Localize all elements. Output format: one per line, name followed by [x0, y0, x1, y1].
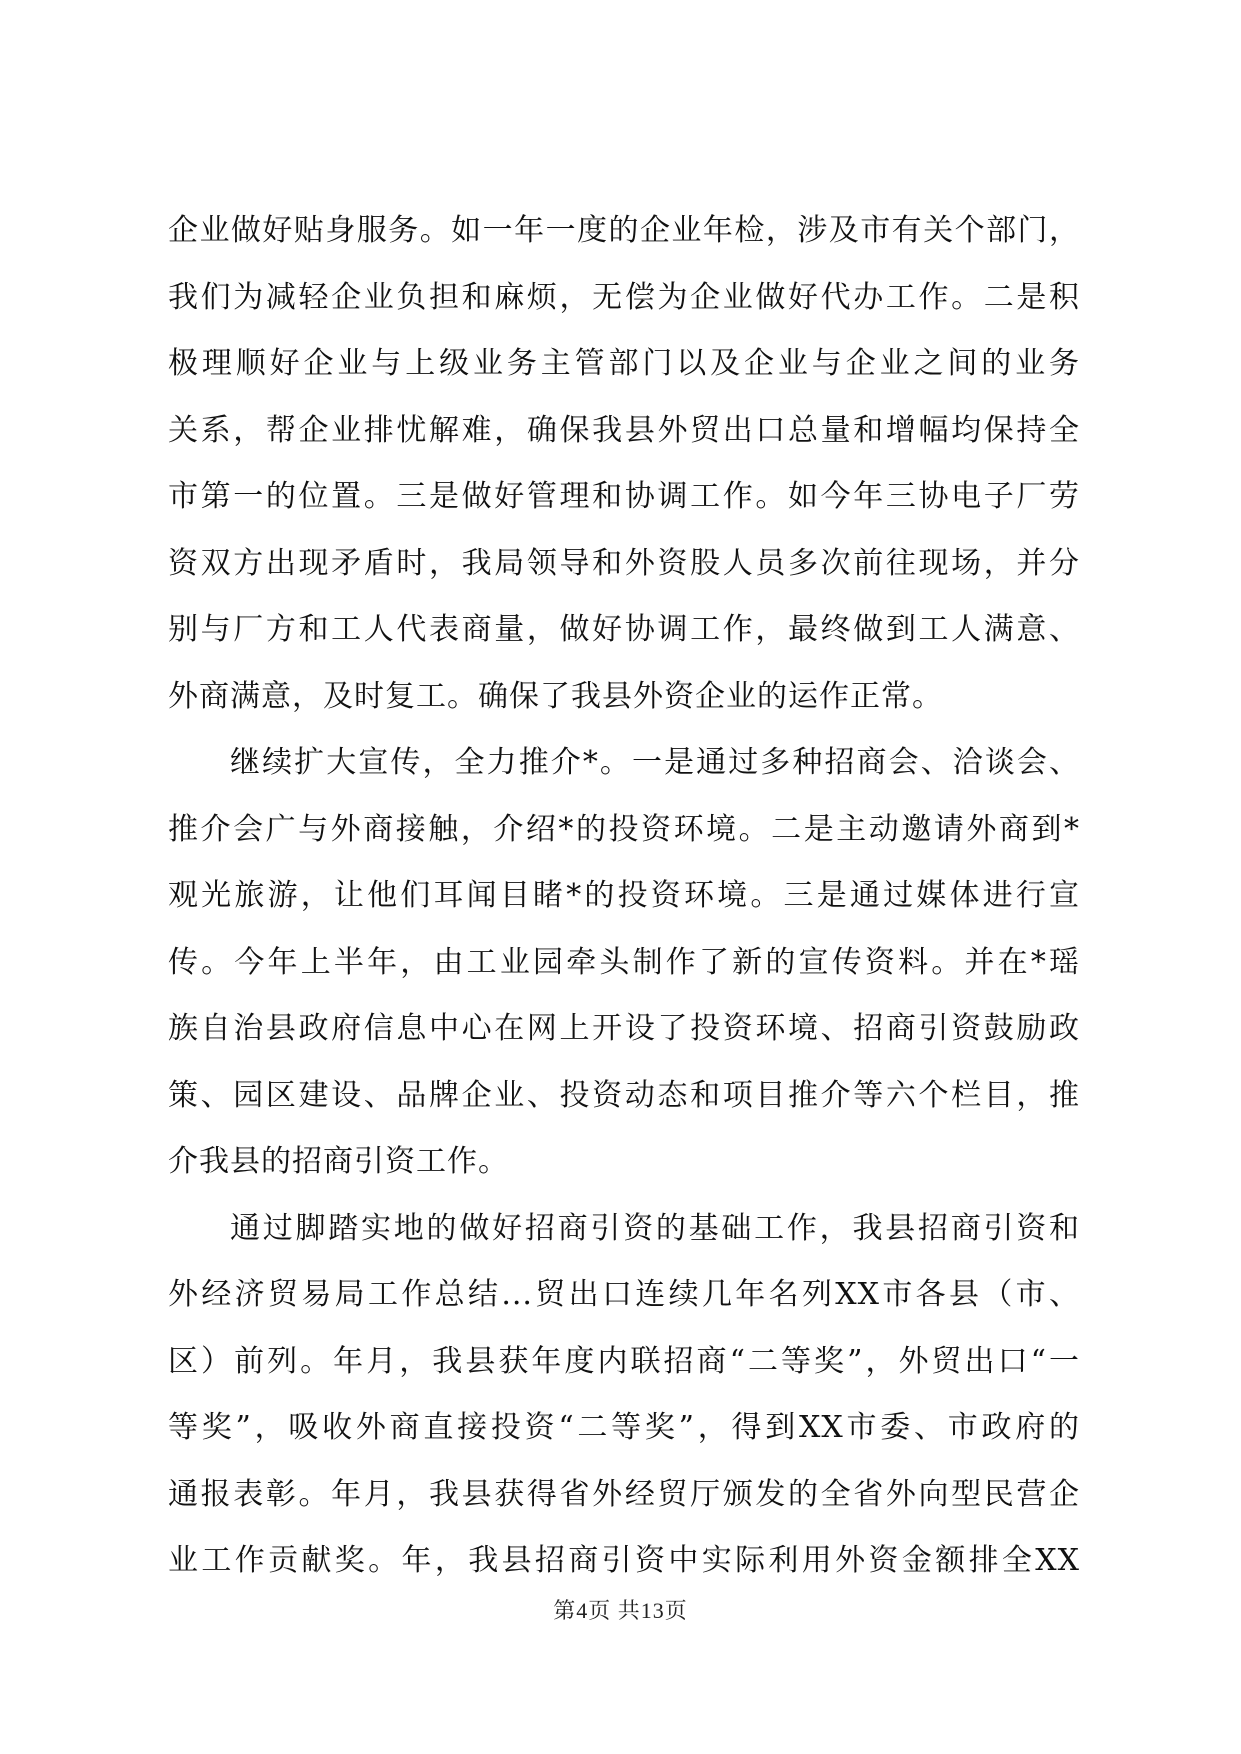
text-line: 我们为减轻企业负担和麻烦，无偿为企业做好代办工作。二是积 [168, 279, 1080, 315]
text-line: 市第一的位置。三是做好管理和协调工作。如今年三协电子厂劳 [168, 479, 1080, 514]
text-line: 企业做好贴身服务。如一年一度的企业年检，涉及市有关个部门， [168, 213, 1080, 248]
text-line: 传。今年上半年，由工业园牵头制作了新的宣传资料。并在*瑶 [168, 944, 1080, 980]
document-body [168, 198, 1080, 1595]
text-line: 等奖”，吸收外商直接投资“二等奖”，得到XX市委、市政府的 [168, 1410, 1080, 1445]
text-line: 资双方出现矛盾时，我局领导和外资股人员多次前往现场，并分 [168, 545, 1080, 581]
text-line: 别与厂方和工人代表商量，做好协调工作，最终做到工人满意、 [168, 612, 1080, 647]
text-line: 外商满意，及时复工。确保了我县外资企业的运作正常。 [168, 678, 943, 714]
page-number-footer: 第4页 共13页 [553, 1598, 688, 1623]
text-line: 极理顺好企业与上级业务主管部门以及企业与企业之间的业务 [168, 346, 1080, 381]
text-line: 族自治县政府信息中心在网上开设了投资环境、招商引资鼓励政 [168, 1011, 1080, 1046]
text-line: 观光旅游，让他们耳闻目睹*的投资环境。三是通过媒体进行宣 [168, 878, 1080, 913]
text-line: 通报表彰。年月，我县获得省外经贸厅颁发的全省外向型民营企 [168, 1476, 1080, 1512]
text-line: 推介会广与外商接触，介绍*的投资环境。二是主动邀请外商到* [168, 811, 1080, 847]
text-line: 策、园区建设、品牌企业、投资动态和项目推介等六个栏目，推 [168, 1077, 1080, 1113]
text-line: 关系，帮企业排忧解难，确保我县外贸出口总量和增幅均保持全 [168, 412, 1080, 448]
text-line: 介我县的招商引资工作。 [168, 1144, 509, 1179]
text-line: 继续扩大宣传，全力推介*。一是通过多种招商会、洽谈会、 [230, 745, 1080, 780]
text-line: 业工作贡献奖。年，我县招商引资中实际利用外资金额排全XX [168, 1543, 1080, 1578]
text-line: 通过脚踏实地的做好招商引资的基础工作，我县招商引资和 [230, 1210, 1080, 1246]
text-line: 外经济贸易局工作总结...贸出口连续几年名列XX市各县（市、 [168, 1277, 1080, 1312]
text-line: 区）前列。年月，我县获年度内联招商“二等奖”，外贸出口“一 [168, 1343, 1080, 1379]
